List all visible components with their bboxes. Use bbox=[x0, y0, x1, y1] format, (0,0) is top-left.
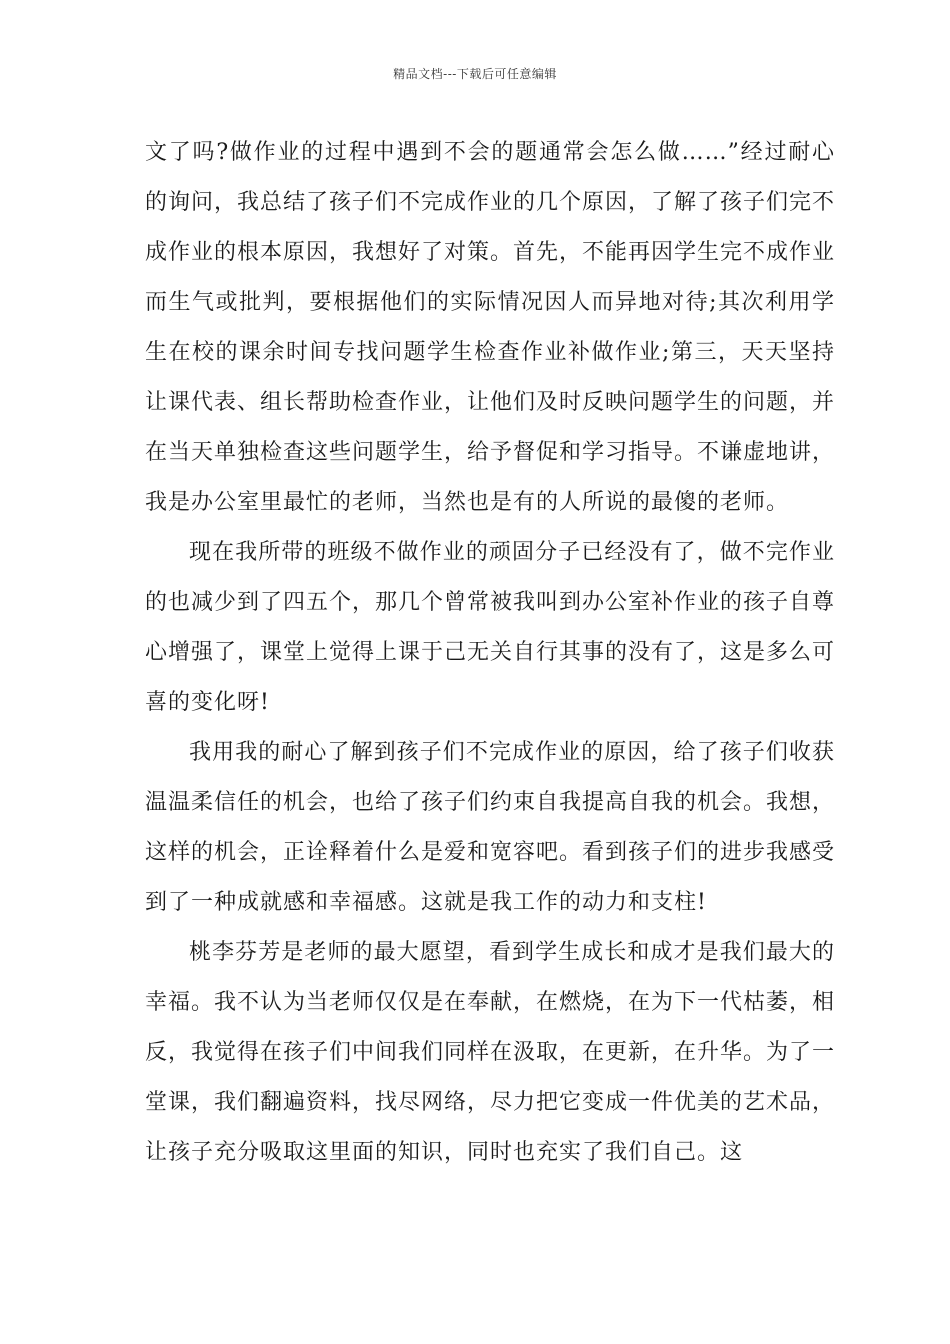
document-body bbox=[145, 128, 835, 1178]
paragraph: 现在我所带的班级不做作业的顽固分子已经没有了，做不完作业的也减少到了四五个，那几个曾常被我叫到办公室补作业的孩子自尊心增强了，课堂上觉得上课于己无关自行其事的没有了，这是多么可喜的变化呀! bbox=[145, 540, 836, 715]
paragraph-continuation: 文了吗?做作业的过程中遇到不会的题通常会怎么做……”经过耐心的询问，我总结了孩子们不完成作业的几个原因，了解了孩子们完不成作业的根本原因，我想好了对策。首先，不能再因学生完不成作业而生气或批判，要根据他们的实际情况因人而异地对待;其次利用学生在校的课余时间专找问题学生检查作业补做作业;第三，天天坚持让课代表、组长帮助检查作业，让他们及时反映问题学生的问题，并在当天单独检查这些问题学生，给予督促和学习指导。不谦虚地讲，我是办公室里最忙的老师，当然也是有的人所说的最傻的老师。 bbox=[145, 140, 836, 515]
paragraph: 我用我的耐心了解到孩子们不完成作业的原因，给了孩子们收获温温柔信任的机会，也给了孩子们约束自我提高自我的机会。我想，这样的机会，正诠释着什么是爱和宽容吧。看到孩子们的进步我感受到了一种成就感和幸福感。这就是我工作的动力和支柱! bbox=[145, 740, 836, 915]
paragraph: 桃李芬芳是老师的最大愿望，看到学生成长和成才是我们最大的幸福。我不认为当老师仅仅是在奉献，在燃烧，在为下一代枯萎，相反，我觉得在孩子们中间我们同样在汲取，在更新，在升华。为了一堂课，我们翻遍资料，找尽网络，尽力把它变成一件优美的艺术品，让孩子充分吸取这里面的知识，同时也充实了我们自己。这 bbox=[145, 940, 836, 1165]
page-header: 精品文档---下载后可任意编辑 bbox=[393, 67, 557, 81]
